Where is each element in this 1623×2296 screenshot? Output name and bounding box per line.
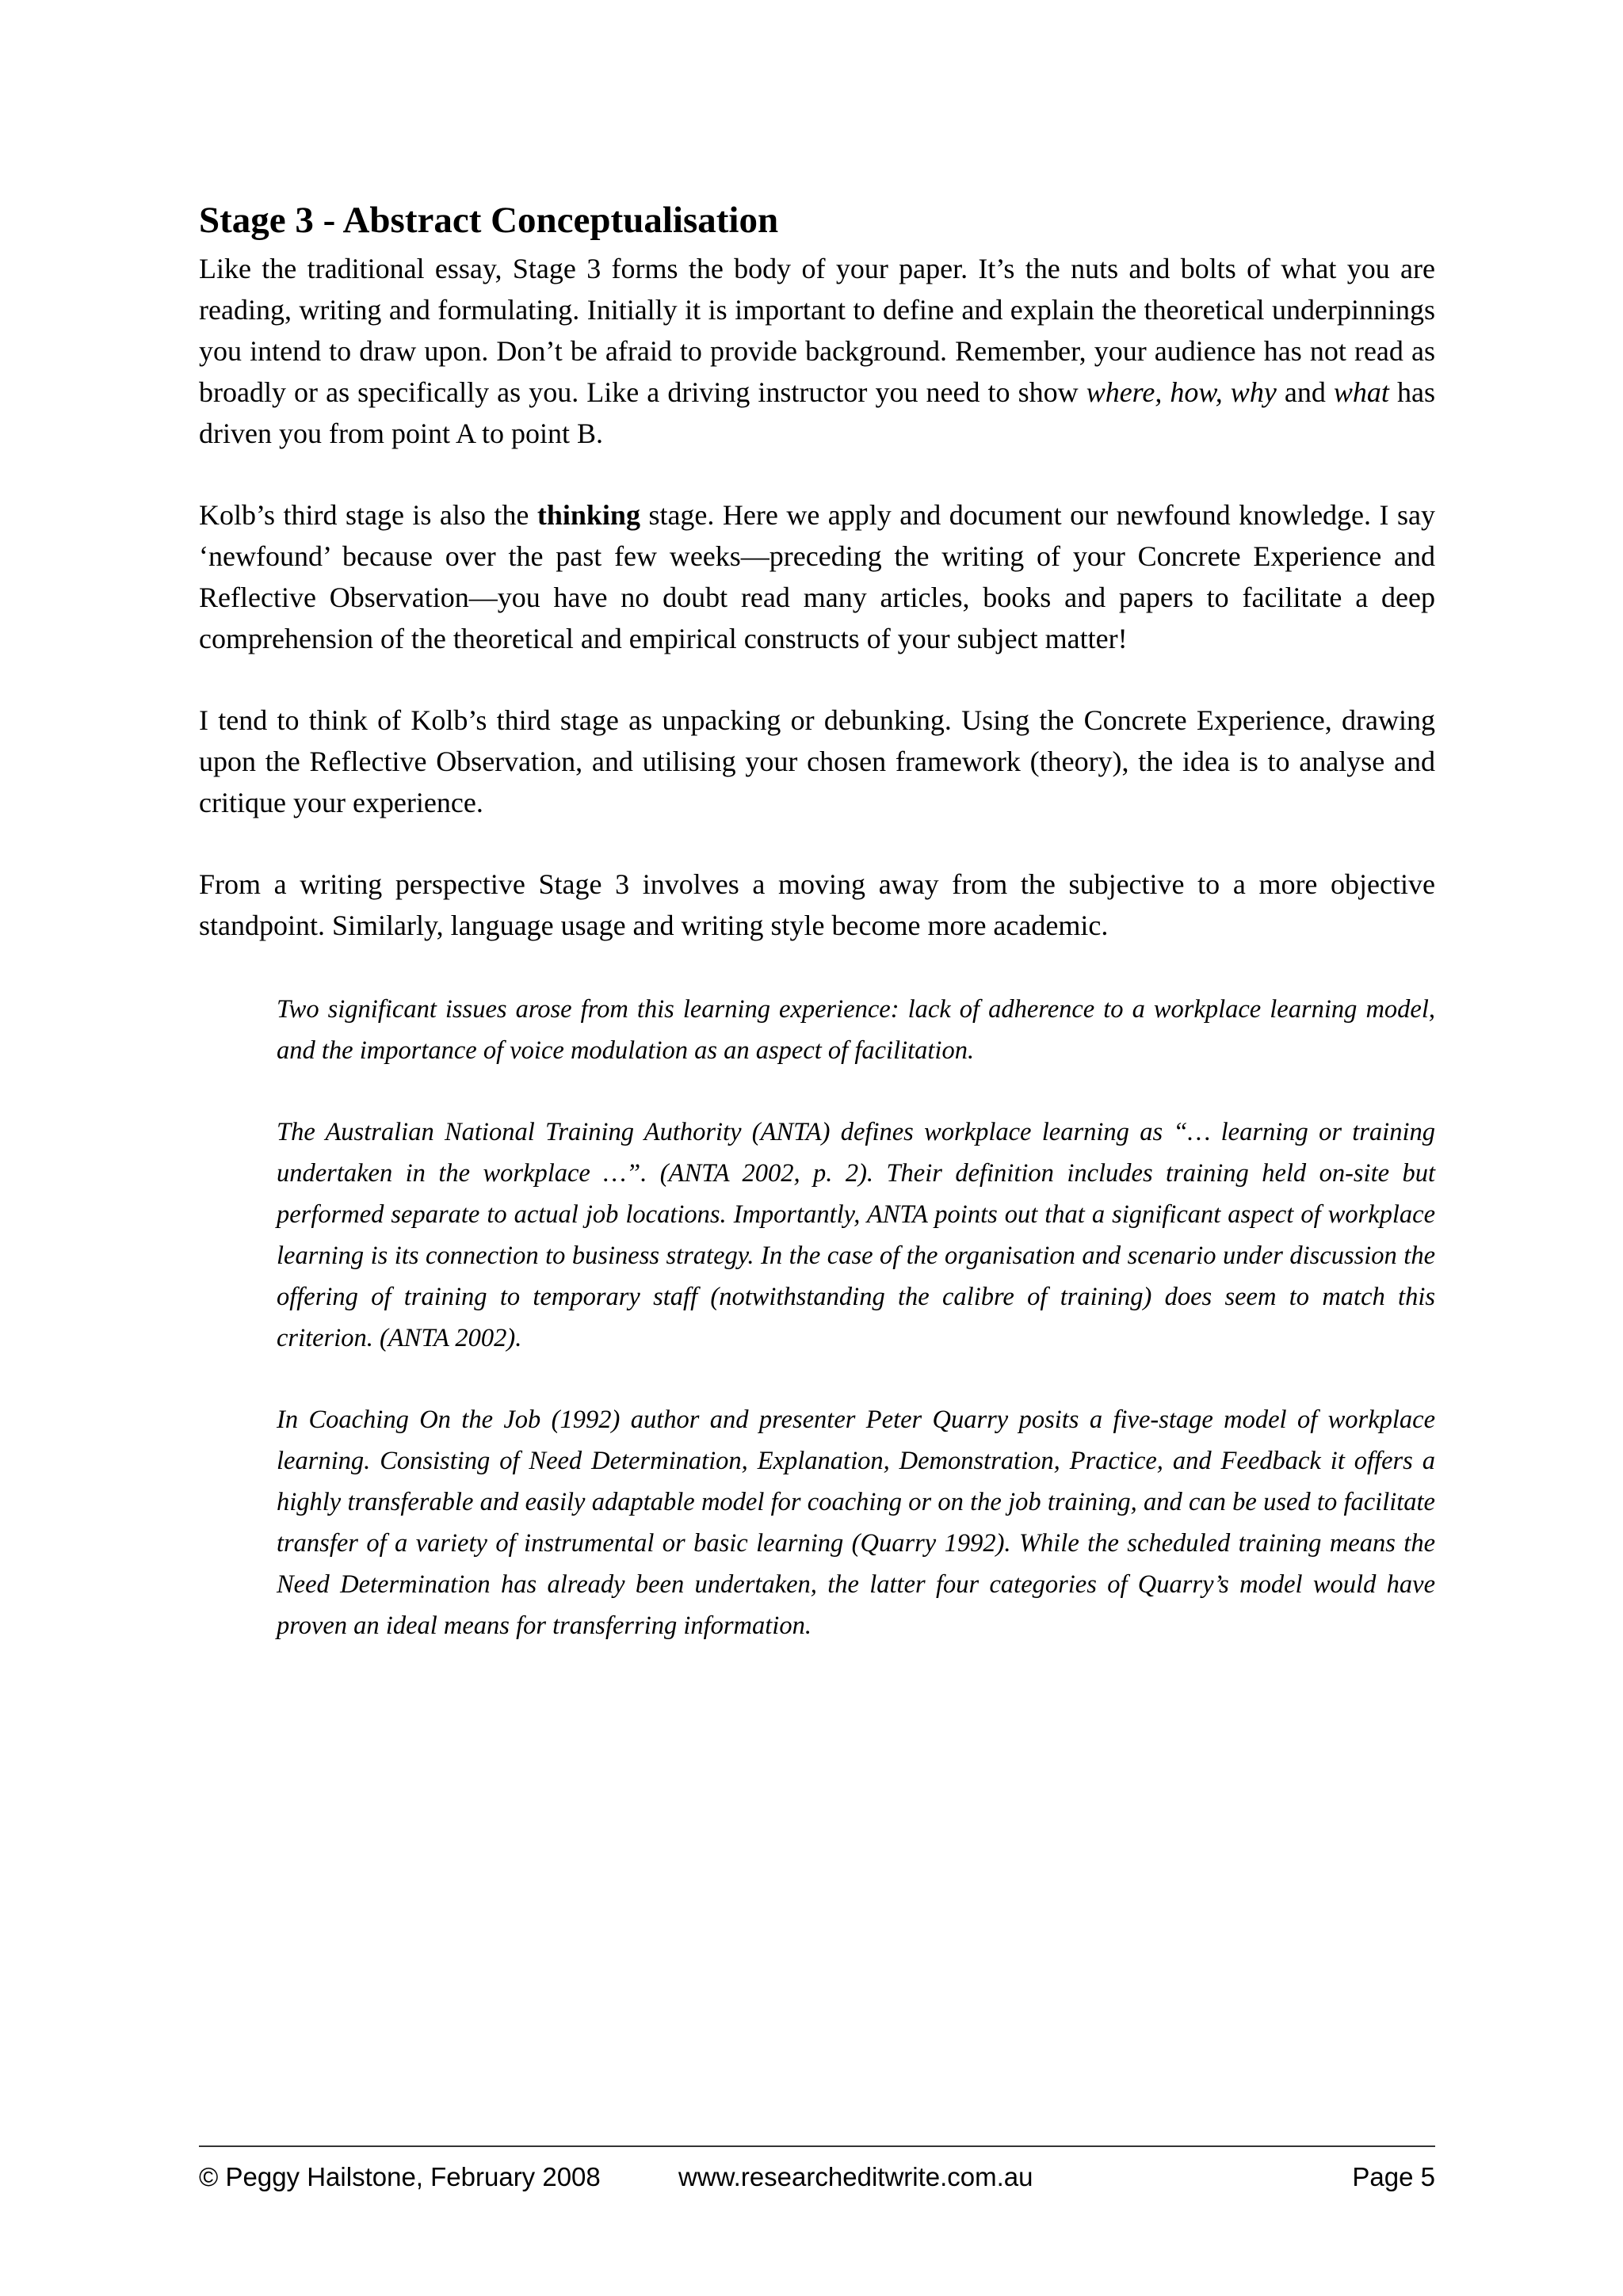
paragraph-text: Like the traditional essay, Stage 3 forms the body of your paper. It’s the nuts and bolts of what you are reading, writing and formulating. Initially it is important to define and explain the theoretical underpinnings you intend to draw upon. Don’t be afraid to provide background. Remember, your audience has not read as broadly or as specifically as you. Like a driving instructor you need to show	[199, 253, 1435, 408]
paragraph-text: Kolb’s third stage is also the	[199, 499, 537, 531]
footer-divider	[199, 2145, 1435, 2147]
paragraph-unpacking: I tend to think of Kolb’s third stage as unpacking or debunking. Using the Concrete Experience, drawing upon the Reflective Observation, and utilising your chosen framework (theory), the idea is to analyse and critique your experience.	[199, 704, 1435, 818]
example-paragraph-quarry: In Coaching On the Job (1992) author and presenter Peter Quarry posits a five-stage model of workplace learning. Consisting of Need Determination, Explanation, Demonstration, Practice, and Feedback it offers a highly transferable and easily adaptable model for coaching or on the job training, and can be used to facilitate transfer of a variety of instrumental or basic learning (Quarry 1992). While the scheduled training means the Need Determination has already been undertaken, the latter four categories of Quarry’s model would have proven an ideal means for transferring information.	[277, 1405, 1435, 1640]
page-footer	[199, 2155, 1435, 2199]
footer-page-number: Page 5	[1352, 2162, 1435, 2191]
example-paragraph-anta: The Australian National Training Authority (ANTA) defines workplace learning as “… learning or training undertaken in the workplace …”. (ANTA 2002, p. 2). Their definition includes training held on-site but performed separate to actual job locations. Importantly, ANTA points out that a significant aspect of workplace learning is its connection to business strategy. In the case of the organisation and scenario under discussion the offering of training to temporary staff (notwithstanding the calibre of training) does seem to match this criterion. (ANTA 2002).	[277, 1118, 1435, 1352]
paragraph-writing-perspective: From a writing perspective Stage 3 involves a moving away from the subjective to a more objective standpoint. Similarly, language usage and writing style become more academic.	[199, 868, 1435, 941]
footer-website-link[interactable]: www.researcheditwrite.com.au	[678, 2162, 1033, 2191]
paragraph-text: has driven you from point A to point B.	[199, 376, 1435, 449]
footer-copyright: © Peggy Hailstone, February 2008	[199, 2162, 601, 2191]
document-page	[199, 0, 1435, 2296]
section-heading: Stage 3 - Abstract Conceptualisation	[199, 200, 779, 241]
paragraph-text: stage. Here we apply and document our newfound knowledge. I say ‘newfound’ because over the past few weeks—preceding the writing of your Concrete Experience and Reflective Observation—you have no doubt read many articles, books and papers to facilitate a deep comprehension of the theoretical and empirical constructs of your subject matter!	[199, 499, 1435, 654]
paragraph-text: and	[1276, 376, 1334, 408]
example-paragraph-issues: Two significant issues arose from this learning experience: lack of adherence to a workplace learning model, and the importance of voice modulation as an aspect of facilitation.	[277, 995, 1435, 1065]
emphasis-text: what	[1333, 376, 1389, 408]
paragraph-thinking-stage	[199, 494, 1435, 659]
emphasis-text: where, how, why	[1086, 376, 1277, 408]
bold-text: thinking	[537, 499, 640, 531]
paragraph-introduction	[199, 248, 1435, 454]
